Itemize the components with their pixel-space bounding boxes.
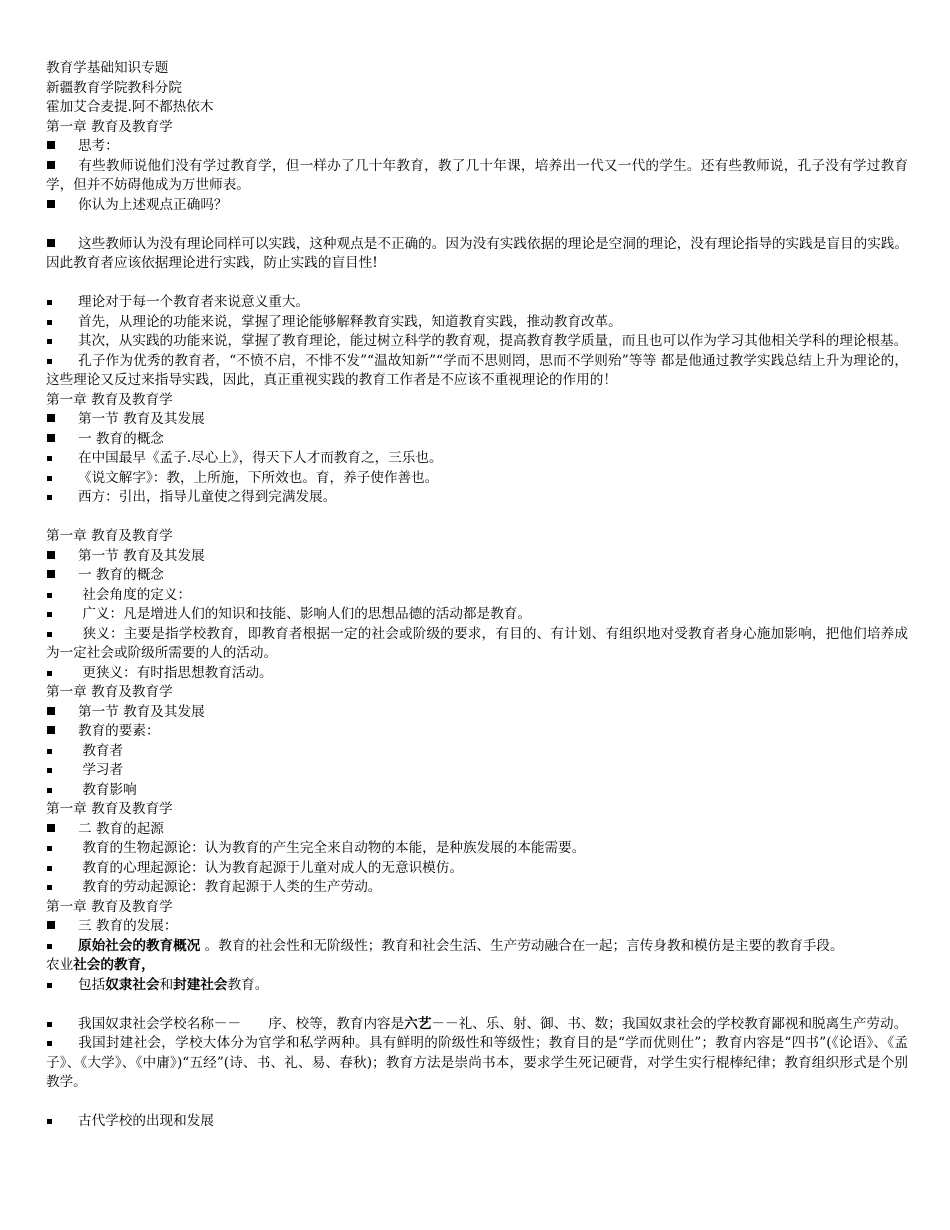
line-text: 第一章 教育及教育学	[46, 898, 173, 915]
line-text: 思考：	[78, 138, 119, 154]
bullet-item	[46, 1015, 908, 1035]
bullet-item	[46, 625, 908, 664]
bullet-item	[46, 839, 908, 859]
bold-term: 原始社会的教育概况	[78, 937, 201, 954]
bullet-item	[46, 430, 908, 450]
line-text: 教育的生物起源论：认为教育的产生完全来自动物的本能，是种族发展的本能需要。	[78, 840, 586, 856]
line-text: 第一章 教育及教育学	[46, 391, 173, 408]
bullet-item	[46, 196, 908, 216]
line-text: 我国封建社会，学校大体分为官学和私学两种。具有鲜明的阶级性和等级性；教育目的是“学而优则仕”；教育内容是“四书”(《论语》、《孟子》、《大学》、《中庸》)“五经”(诗、书、礼、易、春秋)；教育方法是崇尚书本，要求学生死记硬背，对学生实行棍棒纪律；教育组织形式是个别教学。	[46, 1035, 908, 1090]
bullet-item	[46, 742, 908, 762]
line-text: 第一节 教育及其发展	[78, 703, 205, 720]
bullet-item	[46, 781, 908, 801]
bold-term: 奴隶社会	[105, 976, 160, 993]
line-text: 教育的要素：	[78, 723, 160, 739]
document-school: 新疆教育学院教科分院	[46, 79, 182, 96]
line-text: 首先，从理论的功能来说，掌握了理论能够解释教育实践，知道教育实践，推动教育改革。	[78, 313, 622, 330]
text-segment: 我国奴隶社会学校名称－－ 序、校等，教育内容是	[78, 1015, 405, 1032]
heading-line	[46, 800, 908, 820]
line-text: 第一章 教育及教育学	[46, 528, 173, 544]
line-text: 更狭义：有时指思想教育活动。	[78, 664, 273, 681]
bullet-item	[46, 859, 908, 879]
document-body	[46, 118, 908, 1132]
line-text: 社会角度的定义：	[78, 586, 192, 603]
line-text: 教育的心理起源论：认为教育起源于儿童对成人的无意识模仿。	[78, 859, 463, 876]
line-text: 有些教师说他们没有学过教育学，但一样办了几十年教育，教了几十年课，培养出一代又一代的学生。还有些教师说，孔子没有学过教育学，但并不妨碍他成为万世师表。	[46, 157, 908, 193]
blank-line	[46, 1093, 908, 1113]
bullet-item	[46, 488, 908, 508]
line-text: 你认为上述观点正确吗？	[78, 196, 228, 213]
bullet-item	[46, 605, 908, 625]
bullet-item	[46, 137, 908, 157]
line-text: 广义：凡是增进人们的知识和技能、影响人们的思想品德的活动都是教育。	[78, 606, 531, 622]
document-author: 霍加艾合麦提.阿不都热依木	[46, 99, 214, 115]
line-text: 其次，从实践的功能来说，掌握了教育理论，能过树立科学的教育观，提高教育教学质量，而且也可以作为学习其他相关学科的理论根基。	[78, 333, 908, 349]
bullet-item	[46, 1112, 908, 1132]
line-text: 孔子作为优秀的教育者，“不愤不启，不悱不发”“温故知新”“学而不思则罔，思而不学则殆”等等 都是他通过教学实践总结上升为理论的，这些理论又反过来指导实践，因此，真正重视实践的教育工作者是不应该不重视理论的作用的！	[46, 352, 908, 388]
line-text: 古代学校的出现和发展	[78, 1113, 214, 1129]
line-text: 三 教育的发展：	[78, 918, 178, 934]
heading-line	[46, 956, 908, 976]
text-segment: 农业	[46, 957, 74, 973]
text-segment: 包括	[78, 976, 106, 993]
bullet-item	[46, 761, 908, 781]
blank-line	[46, 215, 908, 235]
bullet-item	[46, 566, 908, 586]
text-segment: 和	[159, 976, 174, 993]
line-text: 在中国最早《孟子.尽心上》，得天下人才而教育之，三乐也。	[78, 450, 443, 466]
line-text: 二 教育的起源	[78, 820, 164, 837]
line-text: 教育影响	[78, 781, 137, 798]
line-text: 学习者	[78, 762, 124, 778]
heading-line	[46, 391, 908, 411]
bullet-item	[46, 937, 908, 957]
heading-line	[46, 898, 908, 918]
bullet-item	[46, 976, 908, 996]
text-segment: －－礼、乐、射、御、书、数；我国奴隶社会的学校教育鄙视和脱离生产劳动。	[431, 1015, 908, 1032]
blank-line	[46, 995, 908, 1015]
blank-line	[46, 508, 908, 528]
bullet-item	[46, 410, 908, 430]
line-text: 第一章 教育及教育学	[46, 118, 173, 135]
line-text: 西方：引出，指导儿童使之得到完满发展。	[78, 489, 337, 505]
bullet-item	[46, 820, 908, 840]
document-title: 教育学基础知识专题	[46, 60, 169, 76]
bullet-item	[46, 469, 908, 489]
line-text: 一 教育的概念	[78, 430, 164, 447]
bold-term: 六艺	[404, 1015, 432, 1032]
line-text: 《说文解字》：教，上所施，下所效也。育，养子使作善也。	[78, 469, 439, 486]
bullet-item	[46, 352, 908, 391]
line-text: 教育者	[78, 742, 124, 759]
line-text: 第一节 教育及其发展	[78, 411, 205, 427]
bullet-item	[46, 235, 908, 274]
bullet-item	[46, 547, 908, 567]
line-text: 狭义：主要是指学校教育，即教育者根据一定的社会或阶级的要求，有目的、有计划、有组织地对受教育者身心施加影响，把他们培养成为一定社会或阶级所需要的人的活动。	[46, 625, 908, 661]
bold-term: 封建社会	[173, 976, 228, 993]
document-page	[46, 59, 908, 1132]
bullet-item	[46, 664, 908, 684]
bullet-item	[46, 313, 908, 333]
line-text: 第一章 教育及教育学	[46, 801, 173, 817]
bullet-item	[46, 722, 908, 742]
bullet-item	[46, 157, 908, 196]
bullet-item	[46, 586, 908, 606]
line-text: 第一节 教育及其发展	[78, 547, 205, 564]
bold-term: ，	[141, 957, 155, 973]
heading-line	[46, 683, 908, 703]
blank-line	[46, 274, 908, 294]
line-text: 理论对于每一个教育者来说意义重大。	[78, 294, 310, 310]
line-text: 这些教师认为没有理论同样可以实践，这种观点是不正确的。因为没有实践依据的理论是空洞的理论，没有理论指导的实践是盲目的实践。因此教育者应该依据理论进行实践，防止实践的盲目性!	[46, 235, 908, 271]
bullet-item	[46, 293, 908, 313]
bullet-item	[46, 878, 908, 898]
bullet-item	[46, 449, 908, 469]
line-text: 。教育的社会性和无阶级性；教育和社会生活、生产劳动融合在一起；言传身教和模仿是主要的教育手段。	[200, 937, 844, 954]
bullet-item	[46, 1034, 908, 1093]
line-text: 一 教育的概念	[78, 567, 164, 583]
line-text: 第一章 教育及教育学	[46, 684, 173, 700]
heading-line	[46, 527, 908, 547]
bullet-item	[46, 703, 908, 723]
bullet-item	[46, 917, 908, 937]
text-segment: 教育。	[227, 976, 269, 993]
line-text: 教育的劳动起源论：教育起源于人类的生产劳动。	[78, 879, 382, 895]
bold-term: 社会的教育	[73, 957, 142, 973]
bullet-item	[46, 332, 908, 352]
heading-line	[46, 118, 908, 138]
